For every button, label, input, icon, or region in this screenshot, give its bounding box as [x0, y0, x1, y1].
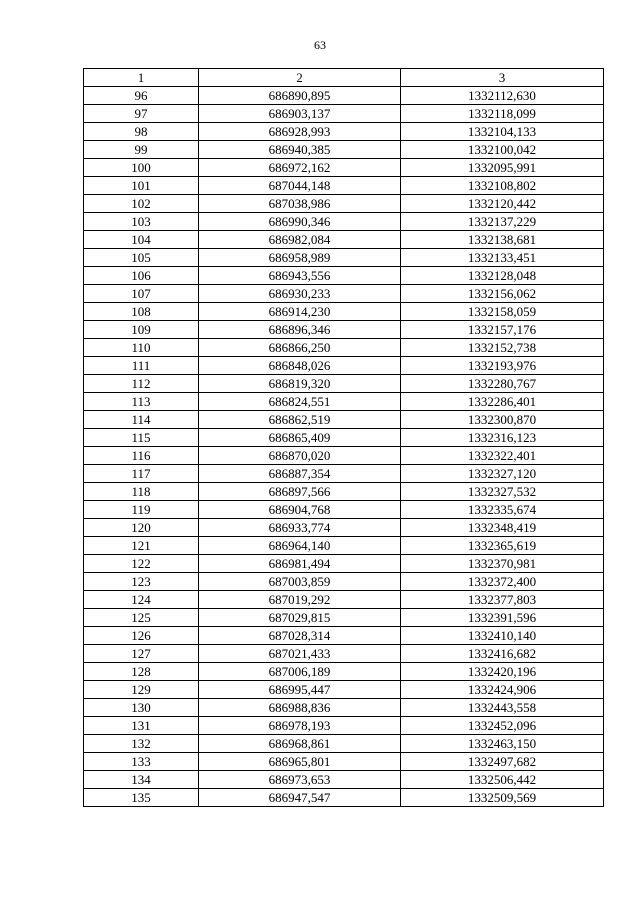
- y-coordinate-cell: 1332286,401: [401, 393, 604, 411]
- table-row: [84, 321, 604, 339]
- column-header-3: 3: [401, 69, 604, 87]
- x-coordinate-cell: 686982,084: [199, 231, 401, 249]
- table-row: [84, 609, 604, 627]
- y-coordinate-cell: 1332137,229: [401, 213, 604, 231]
- table-row: [84, 411, 604, 429]
- table-row: [84, 177, 604, 195]
- y-coordinate-cell: 1332372,400: [401, 573, 604, 591]
- table-row: [84, 159, 604, 177]
- y-coordinate-cell: 1332509,569: [401, 789, 604, 807]
- y-coordinate-cell: 1332391,596: [401, 609, 604, 627]
- y-coordinate-cell: 1332497,682: [401, 753, 604, 771]
- point-number-cell: 104: [84, 231, 199, 249]
- point-number-cell: 103: [84, 213, 199, 231]
- y-coordinate-cell: 1332120,442: [401, 195, 604, 213]
- x-coordinate-cell: 687006,189: [199, 663, 401, 681]
- point-number-cell: 109: [84, 321, 199, 339]
- x-coordinate-cell: 686990,346: [199, 213, 401, 231]
- x-coordinate-cell: 686947,547: [199, 789, 401, 807]
- y-coordinate-cell: 1332156,062: [401, 285, 604, 303]
- table-row: [84, 753, 604, 771]
- table-header-row: [84, 69, 604, 87]
- y-coordinate-cell: 1332348,419: [401, 519, 604, 537]
- y-coordinate-cell: 1332377,803: [401, 591, 604, 609]
- point-number-cell: 116: [84, 447, 199, 465]
- table-row: [84, 267, 604, 285]
- x-coordinate-cell: 687044,148: [199, 177, 401, 195]
- y-coordinate-cell: 1332193,976: [401, 357, 604, 375]
- y-coordinate-cell: 1332443,558: [401, 699, 604, 717]
- point-number-cell: 121: [84, 537, 199, 555]
- point-number-cell: 110: [84, 339, 199, 357]
- table-row: [84, 717, 604, 735]
- point-number-cell: 119: [84, 501, 199, 519]
- x-coordinate-cell: 686973,653: [199, 771, 401, 789]
- y-coordinate-cell: 1332365,619: [401, 537, 604, 555]
- table-row: [84, 555, 604, 573]
- x-coordinate-cell: 687038,986: [199, 195, 401, 213]
- point-number-cell: 96: [84, 87, 199, 105]
- point-number-cell: 130: [84, 699, 199, 717]
- x-coordinate-cell: 686968,861: [199, 735, 401, 753]
- table-row: [84, 303, 604, 321]
- y-coordinate-cell: 1332128,048: [401, 267, 604, 285]
- y-coordinate-cell: 1332104,133: [401, 123, 604, 141]
- point-number-cell: 120: [84, 519, 199, 537]
- point-number-cell: 124: [84, 591, 199, 609]
- table-row: [84, 519, 604, 537]
- table-body: [84, 87, 604, 807]
- y-coordinate-cell: 1332424,906: [401, 681, 604, 699]
- table-row: [84, 285, 604, 303]
- point-number-cell: 128: [84, 663, 199, 681]
- point-number-cell: 127: [84, 645, 199, 663]
- table-row: [84, 681, 604, 699]
- column-header-1: 1: [84, 69, 199, 87]
- y-coordinate-cell: 1332138,681: [401, 231, 604, 249]
- point-number-cell: 133: [84, 753, 199, 771]
- x-coordinate-cell: 686940,385: [199, 141, 401, 159]
- x-coordinate-cell: 686933,774: [199, 519, 401, 537]
- point-number-cell: 105: [84, 249, 199, 267]
- table-row: [84, 645, 604, 663]
- point-number-cell: 97: [84, 105, 199, 123]
- y-coordinate-cell: 1332133,451: [401, 249, 604, 267]
- coordinates-table: [83, 68, 604, 807]
- x-coordinate-cell: 687019,292: [199, 591, 401, 609]
- table-row: [84, 429, 604, 447]
- y-coordinate-cell: 1332157,176: [401, 321, 604, 339]
- x-coordinate-cell: 687028,314: [199, 627, 401, 645]
- x-coordinate-cell: 686887,354: [199, 465, 401, 483]
- point-number-cell: 112: [84, 375, 199, 393]
- x-coordinate-cell: 686930,233: [199, 285, 401, 303]
- column-header-2: 2: [199, 69, 401, 87]
- y-coordinate-cell: 1332452,096: [401, 717, 604, 735]
- x-coordinate-cell: 686862,519: [199, 411, 401, 429]
- point-number-cell: 125: [84, 609, 199, 627]
- x-coordinate-cell: 687021,433: [199, 645, 401, 663]
- x-coordinate-cell: 686866,250: [199, 339, 401, 357]
- y-coordinate-cell: 1332335,674: [401, 501, 604, 519]
- x-coordinate-cell: 686848,026: [199, 357, 401, 375]
- page-number: 63: [314, 38, 326, 52]
- point-number-cell: 108: [84, 303, 199, 321]
- table-row: [84, 483, 604, 501]
- y-coordinate-cell: 1332100,042: [401, 141, 604, 159]
- x-coordinate-cell: 686824,551: [199, 393, 401, 411]
- point-number-cell: 102: [84, 195, 199, 213]
- x-coordinate-cell: 686995,447: [199, 681, 401, 699]
- x-coordinate-cell: 686965,801: [199, 753, 401, 771]
- table-row: [84, 195, 604, 213]
- x-coordinate-cell: 686964,140: [199, 537, 401, 555]
- table-row: [84, 249, 604, 267]
- y-coordinate-cell: 1332108,802: [401, 177, 604, 195]
- x-coordinate-cell: 686958,989: [199, 249, 401, 267]
- point-number-cell: 100: [84, 159, 199, 177]
- table-row: [84, 591, 604, 609]
- point-number-cell: 129: [84, 681, 199, 699]
- point-number-cell: 113: [84, 393, 199, 411]
- x-coordinate-cell: 686903,137: [199, 105, 401, 123]
- table-row: [84, 789, 604, 807]
- point-number-cell: 99: [84, 141, 199, 159]
- point-number-cell: 111: [84, 357, 199, 375]
- x-coordinate-cell: 687029,815: [199, 609, 401, 627]
- table-row: [84, 573, 604, 591]
- y-coordinate-cell: 1332327,532: [401, 483, 604, 501]
- point-number-cell: 134: [84, 771, 199, 789]
- y-coordinate-cell: 1332300,870: [401, 411, 604, 429]
- point-number-cell: 101: [84, 177, 199, 195]
- table-row: [84, 231, 604, 249]
- x-coordinate-cell: 686943,556: [199, 267, 401, 285]
- table-row: [84, 663, 604, 681]
- y-coordinate-cell: 1332420,196: [401, 663, 604, 681]
- x-coordinate-cell: 686819,320: [199, 375, 401, 393]
- point-number-cell: 117: [84, 465, 199, 483]
- table-row: [84, 447, 604, 465]
- x-coordinate-cell: 686897,566: [199, 483, 401, 501]
- table-row: [84, 501, 604, 519]
- y-coordinate-cell: 1332095,991: [401, 159, 604, 177]
- table-row: [84, 339, 604, 357]
- y-coordinate-cell: 1332316,123: [401, 429, 604, 447]
- table-row: [84, 87, 604, 105]
- table-row: [84, 123, 604, 141]
- y-coordinate-cell: 1332118,099: [401, 105, 604, 123]
- y-coordinate-cell: 1332416,682: [401, 645, 604, 663]
- point-number-cell: 123: [84, 573, 199, 591]
- point-number-cell: 135: [84, 789, 199, 807]
- table-row: [84, 735, 604, 753]
- x-coordinate-cell: 686978,193: [199, 717, 401, 735]
- x-coordinate-cell: 686972,162: [199, 159, 401, 177]
- x-coordinate-cell: 686988,836: [199, 699, 401, 717]
- y-coordinate-cell: 1332322,401: [401, 447, 604, 465]
- x-coordinate-cell: 686896,346: [199, 321, 401, 339]
- point-number-cell: 115: [84, 429, 199, 447]
- point-number-cell: 122: [84, 555, 199, 573]
- y-coordinate-cell: 1332463,150: [401, 735, 604, 753]
- point-number-cell: 114: [84, 411, 199, 429]
- y-coordinate-cell: 1332158,059: [401, 303, 604, 321]
- x-coordinate-cell: 686914,230: [199, 303, 401, 321]
- table-row: [84, 213, 604, 231]
- y-coordinate-cell: 1332112,630: [401, 87, 604, 105]
- y-coordinate-cell: 1332506,442: [401, 771, 604, 789]
- point-number-cell: 98: [84, 123, 199, 141]
- table-row: [84, 105, 604, 123]
- x-coordinate-cell: 686928,993: [199, 123, 401, 141]
- point-number-cell: 106: [84, 267, 199, 285]
- point-number-cell: 132: [84, 735, 199, 753]
- point-number-cell: 118: [84, 483, 199, 501]
- table-row: [84, 393, 604, 411]
- table-row: [84, 537, 604, 555]
- y-coordinate-cell: 1332327,120: [401, 465, 604, 483]
- x-coordinate-cell: 687003,859: [199, 573, 401, 591]
- y-coordinate-cell: 1332410,140: [401, 627, 604, 645]
- point-number-cell: 126: [84, 627, 199, 645]
- x-coordinate-cell: 686981,494: [199, 555, 401, 573]
- table-row: [84, 699, 604, 717]
- x-coordinate-cell: 686890,895: [199, 87, 401, 105]
- point-number-cell: 131: [84, 717, 199, 735]
- y-coordinate-cell: 1332370,981: [401, 555, 604, 573]
- x-coordinate-cell: 686904,768: [199, 501, 401, 519]
- table-row: [84, 627, 604, 645]
- table-row: [84, 357, 604, 375]
- y-coordinate-cell: 1332280,767: [401, 375, 604, 393]
- y-coordinate-cell: 1332152,738: [401, 339, 604, 357]
- x-coordinate-cell: 686870,020: [199, 447, 401, 465]
- table-row: [84, 465, 604, 483]
- table-row: [84, 771, 604, 789]
- table-row: [84, 141, 604, 159]
- x-coordinate-cell: 686865,409: [199, 429, 401, 447]
- point-number-cell: 107: [84, 285, 199, 303]
- table-row: [84, 375, 604, 393]
